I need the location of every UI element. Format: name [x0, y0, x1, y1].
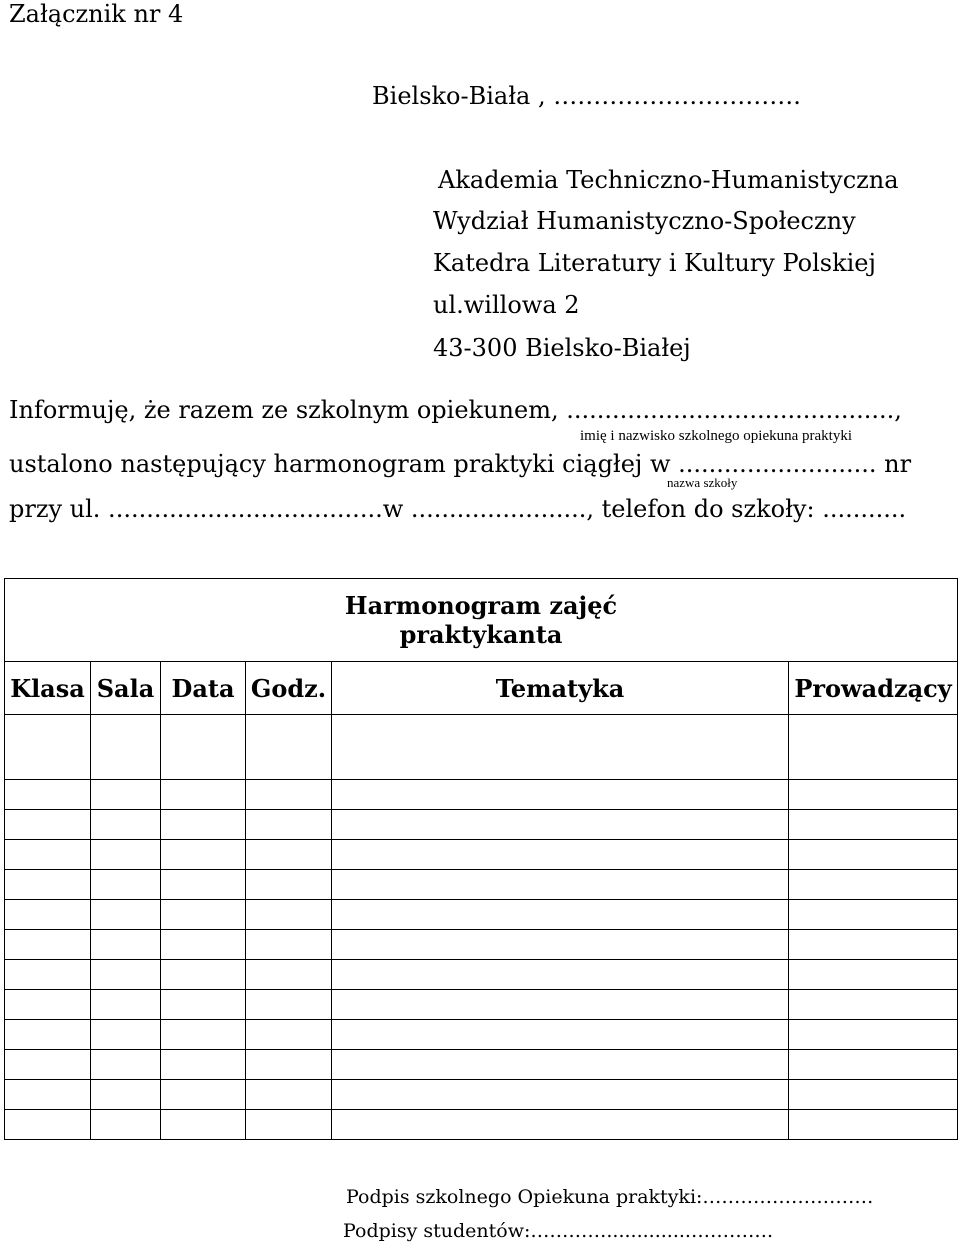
table-cell: [161, 870, 246, 900]
table-cell: [161, 930, 246, 960]
table-cell: [789, 900, 958, 930]
signature-students: Podpisy studentów:…………..............………….: [343, 1220, 773, 1242]
table-row: [5, 930, 958, 960]
table-cell: [332, 930, 789, 960]
table-cell: [789, 990, 958, 1020]
column-header-class: Klasa: [5, 662, 91, 715]
table-cell: [91, 840, 161, 870]
table-row: [5, 990, 958, 1020]
column-header-topic: Tematyka: [332, 662, 789, 715]
table-cell: [5, 990, 91, 1020]
table-cell: [246, 900, 332, 930]
annex-label: Załącznik nr 4: [9, 0, 184, 28]
table-cell: [91, 960, 161, 990]
table-cell: [789, 930, 958, 960]
table-cell: [5, 1020, 91, 1050]
table-cell: [5, 1110, 91, 1140]
table-row: [5, 780, 958, 810]
table-cell: [246, 1020, 332, 1050]
table-cell: [246, 990, 332, 1020]
table-cell: [91, 715, 161, 780]
table-title-cell: [5, 579, 958, 662]
table-cell: [332, 990, 789, 1020]
table-cell: [5, 715, 91, 780]
place-date: Bielsko-Biała , ………………………….: [372, 82, 801, 110]
table-cell: [161, 810, 246, 840]
table-cell: [161, 960, 246, 990]
table-cell: [332, 960, 789, 990]
table-cell: [5, 870, 91, 900]
table-cell: [91, 1020, 161, 1050]
table-cell: [161, 1110, 246, 1140]
table-cell: [332, 1110, 789, 1140]
table-cell: [246, 1080, 332, 1110]
table-row: [5, 840, 958, 870]
addressee-line-4: ul.willowa 2: [433, 291, 580, 319]
table-cell: [91, 780, 161, 810]
table-row: [5, 960, 958, 990]
addressee-line-5: 43-300 Bielsko-Białej: [433, 334, 691, 362]
table-cell: [91, 1110, 161, 1140]
body-paragraph-1: Informuję, że razem ze szkolnym opiekunem, ...........................................,: [9, 396, 902, 424]
table-cell: [789, 715, 958, 780]
table-cell: [91, 1080, 161, 1110]
table-cell: [789, 1110, 958, 1140]
addressee-line-1: Akademia Techniczno-Humanistyczna: [438, 166, 899, 194]
table-cell: [246, 780, 332, 810]
table-cell: [332, 840, 789, 870]
table-cell: [332, 1050, 789, 1080]
table-cell: [246, 870, 332, 900]
table-title: Harmonogram zajęć praktykanta: [344, 591, 618, 649]
column-header-room: Sala: [91, 662, 161, 715]
table-cell: [5, 840, 91, 870]
table-row: [5, 900, 958, 930]
table-cell: [789, 960, 958, 990]
table-cell: [161, 715, 246, 780]
table-cell: [161, 840, 246, 870]
table-row: [5, 1020, 958, 1050]
table-row: [5, 1110, 958, 1140]
column-header-teacher: Prowadzący: [789, 662, 958, 715]
addressee-line-3: Katedra Literatury i Kultury Polskiej: [433, 249, 876, 277]
table-cell: [246, 840, 332, 870]
table-cell: [332, 715, 789, 780]
table-cell: [789, 840, 958, 870]
table-cell: [246, 715, 332, 780]
table-row: [5, 1080, 958, 1110]
table-cell: [246, 810, 332, 840]
table-cell: [91, 1050, 161, 1080]
table-cell: [332, 780, 789, 810]
table-cell: [789, 1080, 958, 1110]
table-cell: [5, 930, 91, 960]
table-row: [5, 1050, 958, 1080]
addressee-line-2: Wydział Humanistyczno-Społeczny: [433, 207, 856, 235]
table-row: [5, 715, 958, 780]
table-cell: [789, 1050, 958, 1080]
table-cell: [789, 1020, 958, 1050]
table-cell: [5, 810, 91, 840]
table-cell: [5, 1080, 91, 1110]
table-cell: [161, 900, 246, 930]
body-paragraph-2: ustalono następujący harmonogram praktyki ciągłej w .......................... nr: [9, 450, 912, 478]
table-cell: [5, 1050, 91, 1080]
table-cell: [332, 1080, 789, 1110]
table-cell: [91, 810, 161, 840]
table-cell: [246, 1110, 332, 1140]
table-cell: [5, 960, 91, 990]
table-cell: [246, 960, 332, 990]
table-row: [5, 870, 958, 900]
table-cell: [332, 870, 789, 900]
table-cell: [5, 780, 91, 810]
table-cell: [161, 1020, 246, 1050]
schedule-table: [4, 578, 958, 1140]
table-cell: [332, 810, 789, 840]
table-cell: [161, 780, 246, 810]
table-cell: [332, 900, 789, 930]
table-cell: [246, 1050, 332, 1080]
table-cell: [161, 1080, 246, 1110]
table-cell: [246, 930, 332, 960]
table-cell: [332, 1020, 789, 1050]
table-cell: [789, 780, 958, 810]
table-cell: [161, 1050, 246, 1080]
table-cell: [161, 990, 246, 1020]
table-row: [5, 810, 958, 840]
table-cell: [91, 990, 161, 1020]
body-paragraph-3: przy ul. ....................................w ......................., telefon do szkoły: ...........: [9, 495, 907, 523]
caption-mentor-name: imię i nazwisko szkolnego opiekuna praktyki: [580, 428, 853, 444]
column-header-date: Data: [161, 662, 246, 715]
table-cell: [91, 930, 161, 960]
table-cell: [789, 810, 958, 840]
table-cell: [91, 870, 161, 900]
signature-mentor: Podpis szkolnego Opiekuna praktyki:………………………: [346, 1186, 874, 1208]
table-cell: [91, 900, 161, 930]
table-cell: [789, 870, 958, 900]
caption-school-name: nazwa szkoły: [667, 475, 738, 490]
table-cell: [5, 900, 91, 930]
column-header-time: Godz.: [246, 662, 332, 715]
